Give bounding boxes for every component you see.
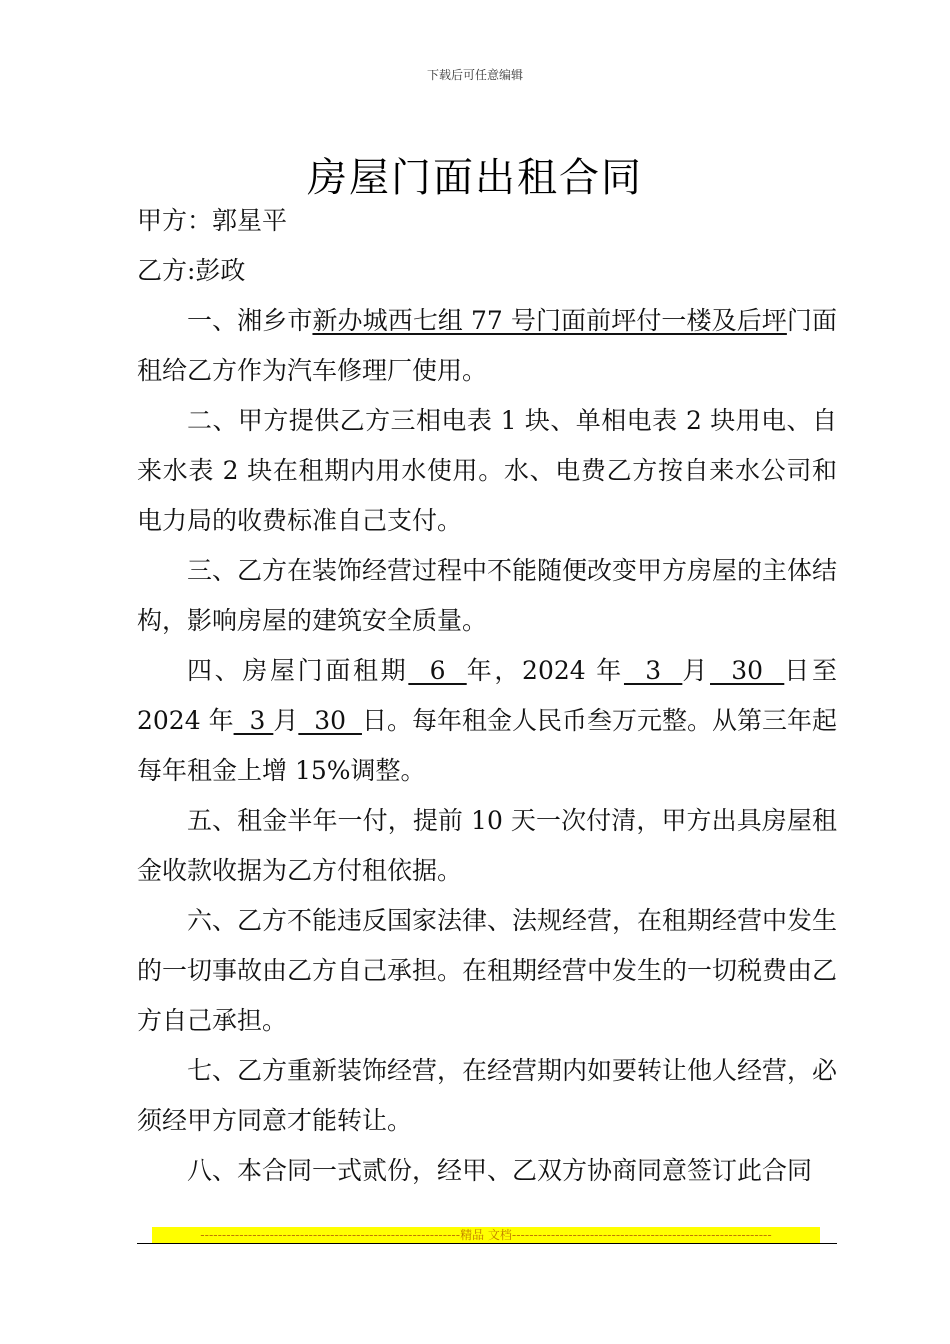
clause-6: 六、乙方不能违反国家法律、法规经营，在租期经营中发生的一切事故由乙方自己承担。在租期经营中发生的一切税费由乙方自己承担。 [137,906,838,1035]
clause-4-text-1: 四、房屋门面租期 [187,656,409,685]
start-month-field: 3 [623,656,683,685]
clause-1 [137,296,837,396]
footer-highlight-bar: ------------------------------------------------------------精品 文档------------------------------------------------------------ [152,1227,820,1243]
party-b-line: 乙方:彭政 [137,256,246,285]
page-header-note: 下载后可任意编辑 [426,68,523,82]
party-a-line: 甲方：郭星平 [137,206,288,235]
clause-4-text-5: 月 [273,706,299,735]
clause-2: 二、甲方提供乙方三相电表 1 块、单相电表 2 块用电、自来水表 2 块在租期内用水使用。水、电费乙方按自来水公司和电力局的收费标准自己支付。 [137,406,837,535]
clause-7: 七、乙方重新装饰经营，在经营期内如要转让他人经营，必须经甲方同意才能转让。 [137,1056,838,1135]
end-day-field: 30 [298,706,362,735]
clause-4-text-6: 日。每年租金人民币叁万元整。从第三年起每年租金上增 15%调整。 [137,706,837,785]
clause-4 [137,646,845,796]
clause-8: 八、本合同一式贰份，经甲、乙双方协商同意签订此合同 [187,1156,813,1185]
document-title: 房屋门面出租合同 [307,155,643,201]
end-month-field: 3 [233,706,274,735]
contract-body [137,196,845,1196]
start-day-field: 30 [710,656,785,685]
clause-3: 三、乙方在装饰经营过程中不能随便改变甲方房屋的主体结构，影响房屋的建筑安全质量。 [137,556,838,635]
clause-4-text-3: 月 [682,656,711,685]
clause-1-address: 新办城西七组 77 号门面前坪付一楼及后坪 [312,306,787,335]
clause-4-text-4: 日至 2024 年 [137,656,845,735]
clause-1-suffix: 门面租给乙方作为汽车修理厂使用。 [137,306,837,385]
clause-4-text-2: 年，2024 年 [466,656,624,685]
clause-5: 五、租金半年一付，提前 10 天一次付清，甲方出具房屋租金收款收据为乙方付租依据。 [137,806,837,885]
clause-1-prefix: 一、湘乡市 [187,306,313,335]
lease-years-field: 6 [408,656,467,685]
footer-divider [137,1243,837,1244]
